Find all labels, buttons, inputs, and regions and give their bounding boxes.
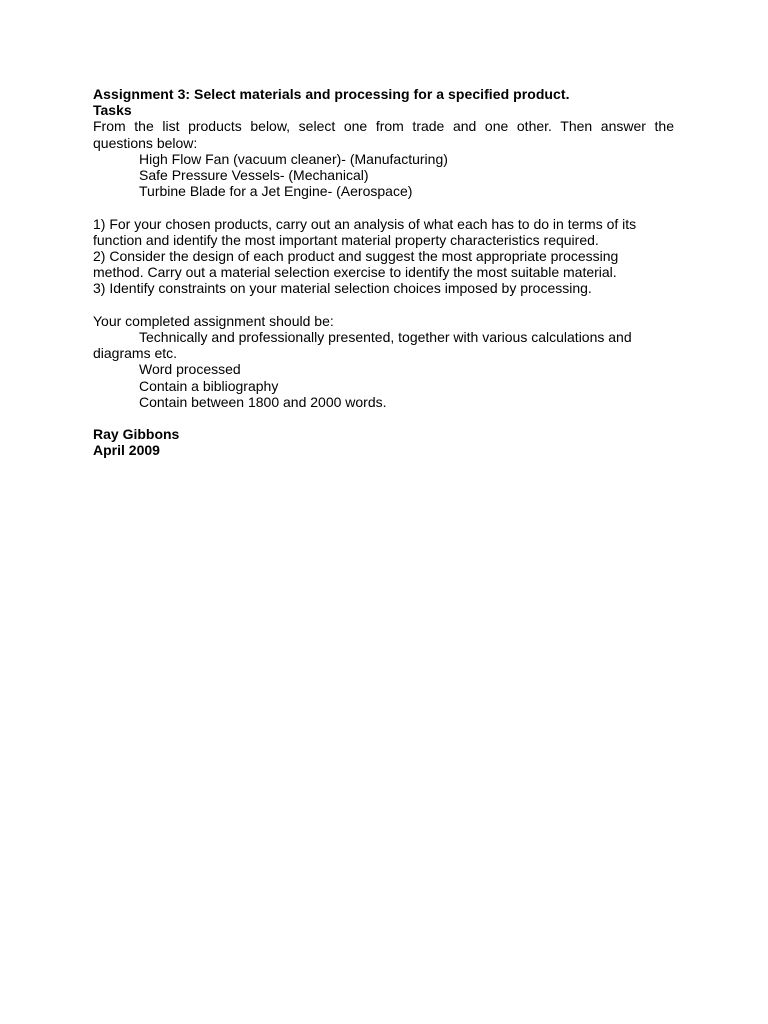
assignment-title: Assignment 3: Select materials and processing for a specified product. — [93, 86, 570, 102]
requirement-presented: Technically and professionally presented, together with various calculations and — [139, 329, 632, 346]
intro-line-1: From the list products below, select one from trade and one other. Then answer the — [93, 118, 674, 135]
spacer — [93, 297, 674, 313]
assignment-document — [93, 86, 674, 459]
requirement-presented-continued: diagrams etc. — [93, 345, 178, 362]
intro-line-2: questions below: — [93, 134, 198, 151]
product-item-fan: High Flow Fan (vacuum cleaner)- (Manufacturing) — [139, 150, 448, 167]
spacer — [93, 199, 674, 215]
question-2-line-1: 2) Consider the design of each product and suggest the most appropriate processing — [93, 248, 619, 265]
question-3: 3) Identify constraints on your material selection choices imposed by processing. — [93, 280, 592, 297]
question-1-line-1: 1) For your chosen products, carry out an analysis of what each has to do in terms of its — [93, 215, 637, 232]
tasks-heading: Tasks — [93, 102, 132, 119]
author-name: Ray Gibbons — [93, 426, 180, 443]
document-date: April 2009 — [93, 442, 160, 459]
requirement-word-processed: Word processed — [139, 361, 241, 378]
requirements-heading: Your completed assignment should be: — [93, 312, 334, 329]
requirement-word-count: Contain between 1800 and 2000 words. — [139, 393, 387, 410]
spacer — [93, 410, 674, 426]
product-item-pressure-vessels: Safe Pressure Vessels- (Mechanical) — [139, 167, 369, 184]
question-2-line-2: method. Carry out a material selection exercise to identify the most suitable material. — [93, 264, 617, 281]
requirement-bibliography: Contain a bibliography — [139, 377, 279, 394]
question-1-line-2: function and identify the most important material property characteristics required. — [93, 231, 599, 248]
product-item-turbine-blade: Turbine Blade for a Jet Engine- (Aerospace) — [139, 183, 413, 200]
